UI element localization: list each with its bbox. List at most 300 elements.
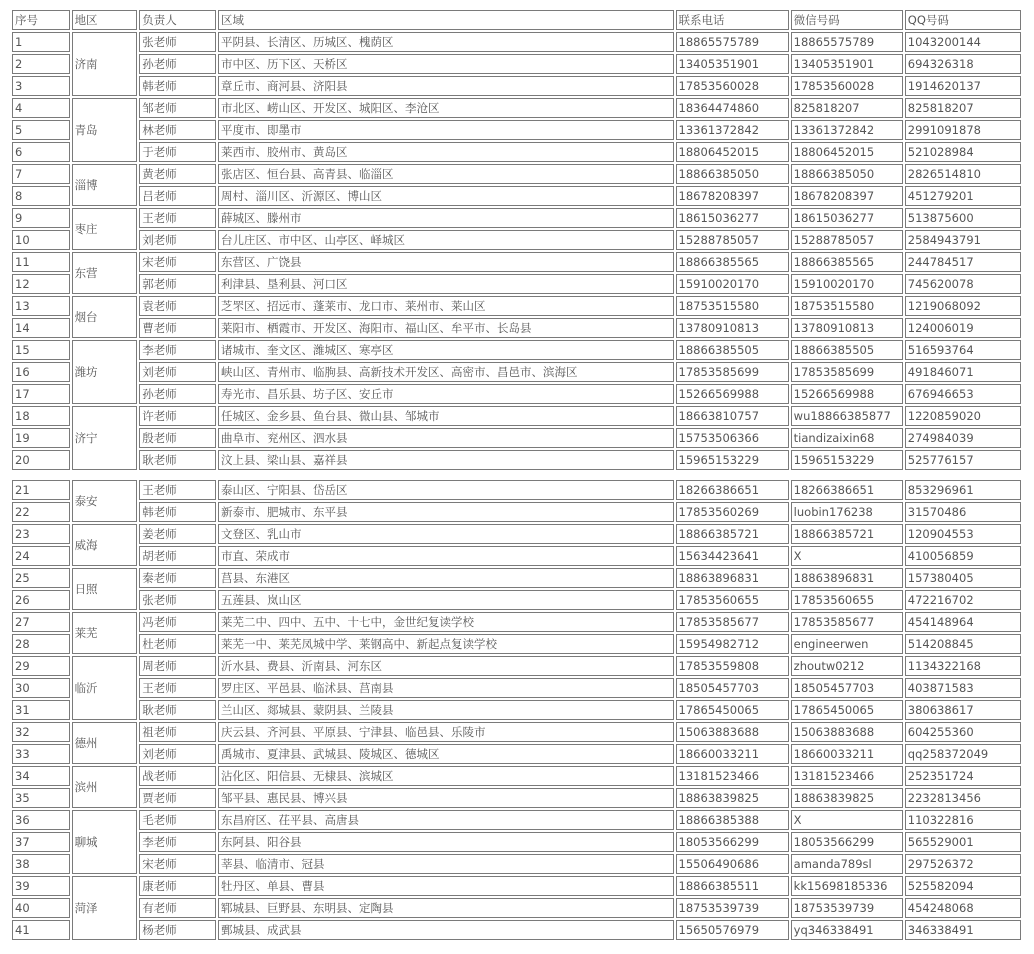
phone-cell: 13181523466 <box>676 766 789 786</box>
phone-cell: 18866385511 <box>676 876 789 896</box>
row-index-cell: 31 <box>12 700 70 720</box>
manager-cell: 李老师 <box>139 340 216 360</box>
phone-cell: 18753539739 <box>676 898 789 918</box>
manager-cell: 郭老师 <box>139 274 216 294</box>
qq-cell: 454248068 <box>905 898 1021 918</box>
region-cell: 济宁 <box>72 406 138 470</box>
wechat-cell: 17853585677 <box>791 612 903 632</box>
manager-cell: 孙老师 <box>139 384 216 404</box>
manager-cell: 孙老师 <box>139 54 216 74</box>
phone-cell: 15288785057 <box>676 230 789 250</box>
qq-cell: 745620078 <box>905 274 1021 294</box>
row-index-cell: 25 <box>12 568 70 588</box>
qq-cell: 157380405 <box>905 568 1021 588</box>
table-row <box>12 656 1021 676</box>
table-row <box>12 318 1021 338</box>
area-cell: 台儿庄区、市中区、山亭区、峄城区 <box>218 230 674 250</box>
manager-cell: 刘老师 <box>139 230 216 250</box>
row-index-cell: 30 <box>12 678 70 698</box>
area-cell: 鄄城县、成武县 <box>218 920 674 940</box>
row-index-cell: 40 <box>12 898 70 918</box>
wechat-cell: 13181523466 <box>791 766 903 786</box>
phone-cell: 18660033211 <box>676 744 789 764</box>
wechat-cell: zhoutw0212 <box>791 656 903 676</box>
manager-cell: 康老师 <box>139 876 216 896</box>
phone-cell: 18863896831 <box>676 568 789 588</box>
table-row <box>12 120 1021 140</box>
table-row <box>12 810 1021 830</box>
table-row <box>12 186 1021 206</box>
wechat-cell: 15063883688 <box>791 722 903 742</box>
phone-cell: 13361372842 <box>676 120 789 140</box>
wechat-cell: 17853585699 <box>791 362 903 382</box>
manager-cell: 有老师 <box>139 898 216 918</box>
manager-cell: 毛老师 <box>139 810 216 830</box>
table-row <box>12 480 1021 500</box>
manager-cell: 张老师 <box>139 32 216 52</box>
phone-cell: 15753506366 <box>676 428 789 448</box>
wechat-cell: 15288785057 <box>791 230 903 250</box>
phone-cell: 18865575789 <box>676 32 789 52</box>
qq-cell: 1914620137 <box>905 76 1021 96</box>
region-cell: 威海 <box>72 524 138 566</box>
manager-cell: 宋老师 <box>139 252 216 272</box>
phone-cell: 17853560269 <box>676 502 789 522</box>
table-row <box>12 362 1021 382</box>
qq-cell: 1134322168 <box>905 656 1021 676</box>
qq-cell: 297526372 <box>905 854 1021 874</box>
qq-cell: 124006019 <box>905 318 1021 338</box>
qq-cell: 525582094 <box>905 876 1021 896</box>
wechat-cell: amanda789sl <box>791 854 903 874</box>
row-index-cell: 20 <box>12 450 70 470</box>
phone-cell: 17853585699 <box>676 362 789 382</box>
row-index-cell: 39 <box>12 876 70 896</box>
area-cell: 曲阜市、兖州区、泗水县 <box>218 428 674 448</box>
manager-cell: 姜老师 <box>139 524 216 544</box>
row-index-cell: 13 <box>12 296 70 316</box>
manager-cell: 耿老师 <box>139 450 216 470</box>
row-index-cell: 27 <box>12 612 70 632</box>
phone-cell: 18505457703 <box>676 678 789 698</box>
area-cell: 郓城县、巨野县、东明县、定陶县 <box>218 898 674 918</box>
area-cell: 新泰市、肥城市、东平县 <box>218 502 674 522</box>
table-row <box>12 832 1021 852</box>
area-cell: 张店区、恒台县、高青县、临淄区 <box>218 164 674 184</box>
area-cell: 任城区、金乡县、鱼台县、微山县、邹城市 <box>218 406 674 426</box>
phone-cell: 18663810757 <box>676 406 789 426</box>
qq-cell: 451279201 <box>905 186 1021 206</box>
row-index-cell: 23 <box>12 524 70 544</box>
area-cell: 峡山区、青州市、临朐县、高新技术开发区、高密市、昌邑市、滨海区 <box>218 362 674 382</box>
region-cell: 莱芜 <box>72 612 138 654</box>
manager-cell: 许老师 <box>139 406 216 426</box>
qq-cell: 2826514810 <box>905 164 1021 184</box>
qq-cell: 1043200144 <box>905 32 1021 52</box>
phone-cell: 13780910813 <box>676 318 789 338</box>
area-cell: 诸城市、奎文区、潍城区、寒亭区 <box>218 340 674 360</box>
table-row <box>12 274 1021 294</box>
manager-cell: 战老师 <box>139 766 216 786</box>
row-index-cell: 5 <box>12 120 70 140</box>
region-cell: 烟台 <box>72 296 138 338</box>
wechat-cell: tiandizaixin68 <box>791 428 903 448</box>
area-cell: 寿光市、昌乐县、坊子区、安丘市 <box>218 384 674 404</box>
area-cell: 薛城区、滕州市 <box>218 208 674 228</box>
qq-cell: 694326318 <box>905 54 1021 74</box>
row-index-cell: 7 <box>12 164 70 184</box>
wechat-cell: X <box>791 546 903 566</box>
qq-cell: 514208845 <box>905 634 1021 654</box>
area-cell: 汶上县、梁山县、嘉祥县 <box>218 450 674 470</box>
table-row <box>12 722 1021 742</box>
region-cell: 德州 <box>72 722 138 764</box>
table-row <box>12 568 1021 588</box>
phone-cell: 18866385505 <box>676 340 789 360</box>
phone-cell: 18364474860 <box>676 98 789 118</box>
region-cell: 济南 <box>72 32 138 96</box>
table-row <box>12 788 1021 808</box>
wechat-cell: 13405351901 <box>791 54 903 74</box>
wechat-cell: 18806452015 <box>791 142 903 162</box>
row-index-cell: 6 <box>12 142 70 162</box>
phone-cell: 18866385050 <box>676 164 789 184</box>
row-index-cell: 41 <box>12 920 70 940</box>
wechat-cell: 15266569988 <box>791 384 903 404</box>
phone-cell: 18866385721 <box>676 524 789 544</box>
qq-cell: 244784517 <box>905 252 1021 272</box>
table-row <box>12 142 1021 162</box>
wechat-cell: 18753539739 <box>791 898 903 918</box>
row-index-cell: 35 <box>12 788 70 808</box>
table-row <box>12 612 1021 632</box>
header-cell-region: 地区 <box>72 10 138 30</box>
row-index-cell: 11 <box>12 252 70 272</box>
qq-cell: 31570486 <box>905 502 1021 522</box>
table-row <box>12 252 1021 272</box>
table-row <box>12 450 1021 470</box>
region-cell: 聊城 <box>72 810 138 874</box>
area-cell: 市中区、历下区、天桥区 <box>218 54 674 74</box>
row-index-cell: 2 <box>12 54 70 74</box>
row-index-cell: 33 <box>12 744 70 764</box>
wechat-cell: 18866385050 <box>791 164 903 184</box>
qq-cell: 454148964 <box>905 612 1021 632</box>
manager-cell: 邹老师 <box>139 98 216 118</box>
qq-cell: 604255360 <box>905 722 1021 742</box>
manager-cell: 王老师 <box>139 678 216 698</box>
area-cell: 莒县、东港区 <box>218 568 674 588</box>
qq-cell: 1219068092 <box>905 296 1021 316</box>
manager-cell: 韩老师 <box>139 76 216 96</box>
region-cell: 东营 <box>72 252 138 294</box>
manager-cell: 于老师 <box>139 142 216 162</box>
wechat-cell: X <box>791 810 903 830</box>
qq-cell: 403871583 <box>905 678 1021 698</box>
area-cell: 平阴县、长清区、历城区、槐荫区 <box>218 32 674 52</box>
area-cell: 章丘市、商河县、济阳县 <box>218 76 674 96</box>
table-row <box>12 678 1021 698</box>
phone-cell: 17853559808 <box>676 656 789 676</box>
header-cell-index: 序号 <box>12 10 70 30</box>
wechat-cell: 18866385721 <box>791 524 903 544</box>
row-index-cell: 28 <box>12 634 70 654</box>
manager-cell: 吕老师 <box>139 186 216 206</box>
area-cell: 沂水县、费县、沂南县、河东区 <box>218 656 674 676</box>
area-cell: 东营区、广饶县 <box>218 252 674 272</box>
region-cell: 淄博 <box>72 164 138 206</box>
manager-cell: 刘老师 <box>139 362 216 382</box>
wechat-cell: 17865450065 <box>791 700 903 720</box>
row-index-cell: 21 <box>12 480 70 500</box>
qq-cell: 274984039 <box>905 428 1021 448</box>
row-index-cell: 1 <box>12 32 70 52</box>
manager-cell: 冯老师 <box>139 612 216 632</box>
phone-cell: 15910020170 <box>676 274 789 294</box>
manager-cell: 胡老师 <box>139 546 216 566</box>
phone-cell: 15506490686 <box>676 854 789 874</box>
wechat-cell: 18863839825 <box>791 788 903 808</box>
table-row <box>12 208 1021 228</box>
wechat-cell: 15965153229 <box>791 450 903 470</box>
manager-cell: 李老师 <box>139 832 216 852</box>
wechat-cell: 13361372842 <box>791 120 903 140</box>
region-cell: 临沂 <box>72 656 138 720</box>
qq-cell: 825818207 <box>905 98 1021 118</box>
manager-cell: 宋老师 <box>139 854 216 874</box>
qq-cell: 252351724 <box>905 766 1021 786</box>
area-cell: 泰山区、宁阳县、岱岳区 <box>218 480 674 500</box>
row-index-cell: 37 <box>12 832 70 852</box>
phone-cell: 15266569988 <box>676 384 789 404</box>
row-index-cell: 15 <box>12 340 70 360</box>
manager-cell: 秦老师 <box>139 568 216 588</box>
wechat-cell: 18866385505 <box>791 340 903 360</box>
row-index-cell: 4 <box>12 98 70 118</box>
table-row <box>12 854 1021 874</box>
table-row <box>12 296 1021 316</box>
table-row <box>12 876 1021 896</box>
phone-cell: 15965153229 <box>676 450 789 470</box>
row-index-cell: 36 <box>12 810 70 830</box>
phone-cell: 17865450065 <box>676 700 789 720</box>
row-index-cell: 17 <box>12 384 70 404</box>
qq-cell: qq258372049 <box>905 744 1021 764</box>
phone-cell: 17853585677 <box>676 612 789 632</box>
wechat-cell: 18866385565 <box>791 252 903 272</box>
wechat-cell: 18505457703 <box>791 678 903 698</box>
region-cell: 青岛 <box>72 98 138 162</box>
row-index-cell: 18 <box>12 406 70 426</box>
phone-cell: 18806452015 <box>676 142 789 162</box>
wechat-cell: 18678208397 <box>791 186 903 206</box>
row-index-cell: 29 <box>12 656 70 676</box>
header-cell-manager: 负责人 <box>139 10 216 30</box>
manager-cell: 袁老师 <box>139 296 216 316</box>
manager-cell: 祖老师 <box>139 722 216 742</box>
manager-cell: 贾老师 <box>139 788 216 808</box>
wechat-cell: wu18866385877 <box>791 406 903 426</box>
qq-cell: 516593764 <box>905 340 1021 360</box>
table-row <box>12 524 1021 544</box>
phone-cell: 15063883688 <box>676 722 789 742</box>
qq-cell: 346338491 <box>905 920 1021 940</box>
manager-cell: 王老师 <box>139 480 216 500</box>
wechat-cell: 825818207 <box>791 98 903 118</box>
table-row <box>12 406 1021 426</box>
table-row <box>12 744 1021 764</box>
phone-cell: 15954982712 <box>676 634 789 654</box>
qq-cell: 491846071 <box>905 362 1021 382</box>
contact-table-2 <box>10 478 1023 942</box>
area-cell: 莘县、临清市、冠县 <box>218 854 674 874</box>
row-index-cell: 8 <box>12 186 70 206</box>
phone-cell: 17853560655 <box>676 590 789 610</box>
header-cell-wechat: 微信号码 <box>791 10 903 30</box>
wechat-cell: engineerwen <box>791 634 903 654</box>
qq-cell: 853296961 <box>905 480 1021 500</box>
qq-cell: 513875600 <box>905 208 1021 228</box>
region-cell: 潍坊 <box>72 340 138 404</box>
table-row <box>12 428 1021 448</box>
row-index-cell: 32 <box>12 722 70 742</box>
qq-cell: 2991091878 <box>905 120 1021 140</box>
table-row <box>12 230 1021 250</box>
qq-cell: 2232813456 <box>905 788 1021 808</box>
table-row <box>12 920 1021 940</box>
wechat-cell: 18865575789 <box>791 32 903 52</box>
wechat-cell: 13780910813 <box>791 318 903 338</box>
area-cell: 禹城市、夏津县、武城县、陵城区、德城区 <box>218 744 674 764</box>
wechat-cell: 18753515580 <box>791 296 903 316</box>
area-cell: 兰山区、郯城县、蒙阴县、兰陵县 <box>218 700 674 720</box>
wechat-cell: 18615036277 <box>791 208 903 228</box>
area-cell: 牡丹区、单县、曹县 <box>218 876 674 896</box>
area-cell: 芝罘区、招远市、蓬莱市、龙口市、莱州市、莱山区 <box>218 296 674 316</box>
qq-cell: 410056859 <box>905 546 1021 566</box>
row-index-cell: 38 <box>12 854 70 874</box>
wechat-cell: kk15698185336 <box>791 876 903 896</box>
table-row <box>12 32 1021 52</box>
wechat-cell: 18053566299 <box>791 832 903 852</box>
table-row <box>12 766 1021 786</box>
header-cell-qq: QQ号码 <box>905 10 1021 30</box>
area-cell: 周村、淄川区、沂源区、博山区 <box>218 186 674 206</box>
qq-cell: 110322816 <box>905 810 1021 830</box>
qq-cell: 2584943791 <box>905 230 1021 250</box>
phone-cell: 15634423641 <box>676 546 789 566</box>
table-row <box>12 898 1021 918</box>
phone-cell: 18615036277 <box>676 208 789 228</box>
wechat-cell: luobin176238 <box>791 502 903 522</box>
area-cell: 东昌府区、茌平县、高唐县 <box>218 810 674 830</box>
row-index-cell: 24 <box>12 546 70 566</box>
manager-cell: 韩老师 <box>139 502 216 522</box>
area-cell: 利津县、垦利县、河口区 <box>218 274 674 294</box>
manager-cell: 林老师 <box>139 120 216 140</box>
header-cell-area: 区域 <box>218 10 674 30</box>
area-cell: 五莲县、岚山区 <box>218 590 674 610</box>
table-row <box>12 590 1021 610</box>
table-row <box>12 634 1021 654</box>
wechat-cell: 18863896831 <box>791 568 903 588</box>
row-index-cell: 34 <box>12 766 70 786</box>
area-cell: 东阿县、阳谷县 <box>218 832 674 852</box>
header-row <box>12 10 1021 30</box>
contact-table-1 <box>10 8 1023 472</box>
area-cell: 莱阳市、栖霞市、开发区、海阳市、福山区、牟平市、长岛县 <box>218 318 674 338</box>
row-index-cell: 22 <box>12 502 70 522</box>
area-cell: 莱芜二中、四中、五中、十七中，金世纪复读学校 <box>218 612 674 632</box>
row-index-cell: 10 <box>12 230 70 250</box>
manager-cell: 周老师 <box>139 656 216 676</box>
phone-cell: 17853560028 <box>676 76 789 96</box>
qq-cell: 472216702 <box>905 590 1021 610</box>
qq-cell: 521028984 <box>905 142 1021 162</box>
area-cell: 邹平县、惠民县、博兴县 <box>218 788 674 808</box>
table-row <box>12 502 1021 522</box>
wechat-cell: 18266386651 <box>791 480 903 500</box>
region-cell: 枣庄 <box>72 208 138 250</box>
area-cell: 罗庄区、平邑县、临沭县、莒南县 <box>218 678 674 698</box>
manager-cell: 黄老师 <box>139 164 216 184</box>
wechat-cell: 17853560028 <box>791 76 903 96</box>
region-cell: 泰安 <box>72 480 138 522</box>
area-cell: 莱芜一中、莱芜凤城中学、莱钢高中、新起点复读学校 <box>218 634 674 654</box>
manager-cell: 杨老师 <box>139 920 216 940</box>
area-cell: 文登区、乳山市 <box>218 524 674 544</box>
region-cell: 菏泽 <box>72 876 138 940</box>
manager-cell: 殷老师 <box>139 428 216 448</box>
area-cell: 市北区、崂山区、开发区、城阳区、李沧区 <box>218 98 674 118</box>
manager-cell: 刘老师 <box>139 744 216 764</box>
wechat-cell: 17853560655 <box>791 590 903 610</box>
qq-cell: 380638617 <box>905 700 1021 720</box>
manager-cell: 曹老师 <box>139 318 216 338</box>
row-index-cell: 12 <box>12 274 70 294</box>
wechat-cell: 15910020170 <box>791 274 903 294</box>
table-row <box>12 546 1021 566</box>
qq-cell: 565529001 <box>905 832 1021 852</box>
manager-cell: 王老师 <box>139 208 216 228</box>
area-cell: 市直、荣成市 <box>218 546 674 566</box>
phone-cell: 18678208397 <box>676 186 789 206</box>
region-cell: 日照 <box>72 568 138 610</box>
manager-cell: 杜老师 <box>139 634 216 654</box>
phone-cell: 18266386651 <box>676 480 789 500</box>
table-row <box>12 340 1021 360</box>
table-row <box>12 98 1021 118</box>
qq-cell: 1220859020 <box>905 406 1021 426</box>
manager-cell: 耿老师 <box>139 700 216 720</box>
region-cell: 滨州 <box>72 766 138 808</box>
manager-cell: 张老师 <box>139 590 216 610</box>
qq-cell: 676946653 <box>905 384 1021 404</box>
phone-cell: 18753515580 <box>676 296 789 316</box>
row-index-cell: 26 <box>12 590 70 610</box>
area-cell: 平度市、即墨市 <box>218 120 674 140</box>
row-index-cell: 3 <box>12 76 70 96</box>
row-index-cell: 14 <box>12 318 70 338</box>
table-row <box>12 384 1021 404</box>
header-cell-phone: 联系电话 <box>676 10 789 30</box>
phone-cell: 18863839825 <box>676 788 789 808</box>
row-index-cell: 16 <box>12 362 70 382</box>
phone-cell: 18866385565 <box>676 252 789 272</box>
phone-cell: 15650576979 <box>676 920 789 940</box>
area-cell: 莱西市、胶州市、黄岛区 <box>218 142 674 162</box>
row-index-cell: 9 <box>12 208 70 228</box>
